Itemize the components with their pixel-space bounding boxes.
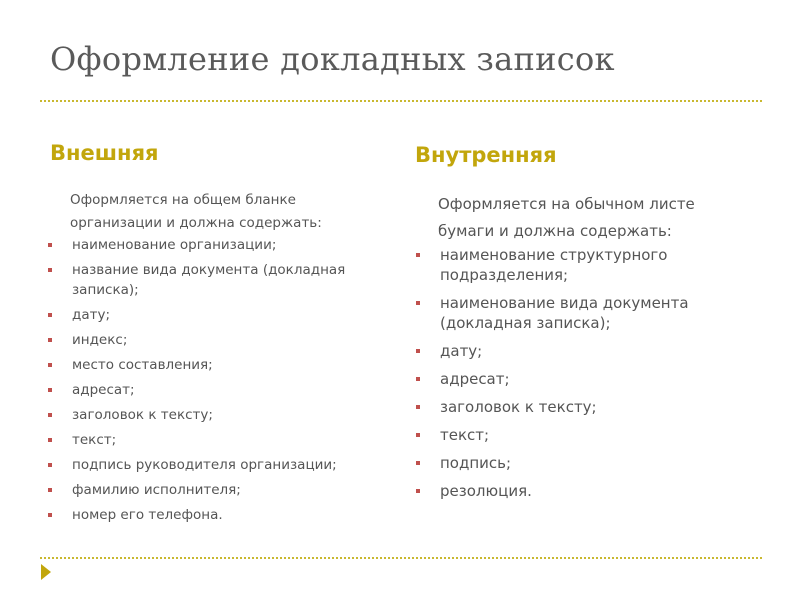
intro-line: бумаги и должна содержать:: [438, 222, 672, 240]
list-item: место составления;: [48, 355, 398, 375]
list-item: подпись;: [416, 453, 766, 473]
list-item: заголовок к тексту;: [48, 405, 398, 425]
list-item: резолюция.: [416, 481, 766, 501]
list-item: фамилию исполнителя;: [48, 480, 398, 500]
list-internal: [416, 245, 766, 501]
slide-title: Оформление докладных записок: [50, 40, 615, 78]
top-divider: [40, 100, 762, 102]
bottom-divider: [40, 557, 762, 559]
heading-external: Внешняя: [50, 141, 159, 165]
list-item: наименование организации;: [48, 235, 398, 255]
heading-internal: Внутренняя: [415, 143, 557, 167]
list-item: адресат;: [416, 369, 766, 389]
list-item: номер его телефона.: [48, 505, 398, 525]
list-item: дату;: [48, 305, 398, 325]
list-item: текст;: [416, 425, 766, 445]
list-item: наименование вида документа (докладная записка);: [416, 293, 766, 333]
intro-line: Оформляется на обычном листе: [438, 195, 695, 213]
column-internal: [416, 191, 766, 509]
list-item: текст;: [48, 430, 398, 450]
list-item: адресат;: [48, 380, 398, 400]
next-slide-arrow-icon[interactable]: [41, 564, 51, 580]
list-item: заголовок к тексту;: [416, 397, 766, 417]
list-item: индекс;: [48, 330, 398, 350]
list-item: наименование структурного подразделения;: [416, 245, 766, 285]
list-item: название вида документа (докладная записка);: [48, 260, 398, 300]
intro-external: [48, 189, 398, 235]
intro-internal: [416, 191, 766, 245]
column-external: [48, 189, 398, 530]
intro-line: Оформляется на общем бланке: [70, 192, 296, 208]
list-item: подпись руководителя организации;: [48, 455, 398, 475]
intro-line: организации и должна содержать:: [70, 215, 322, 231]
list-external: [48, 235, 398, 525]
list-item: дату;: [416, 341, 766, 361]
